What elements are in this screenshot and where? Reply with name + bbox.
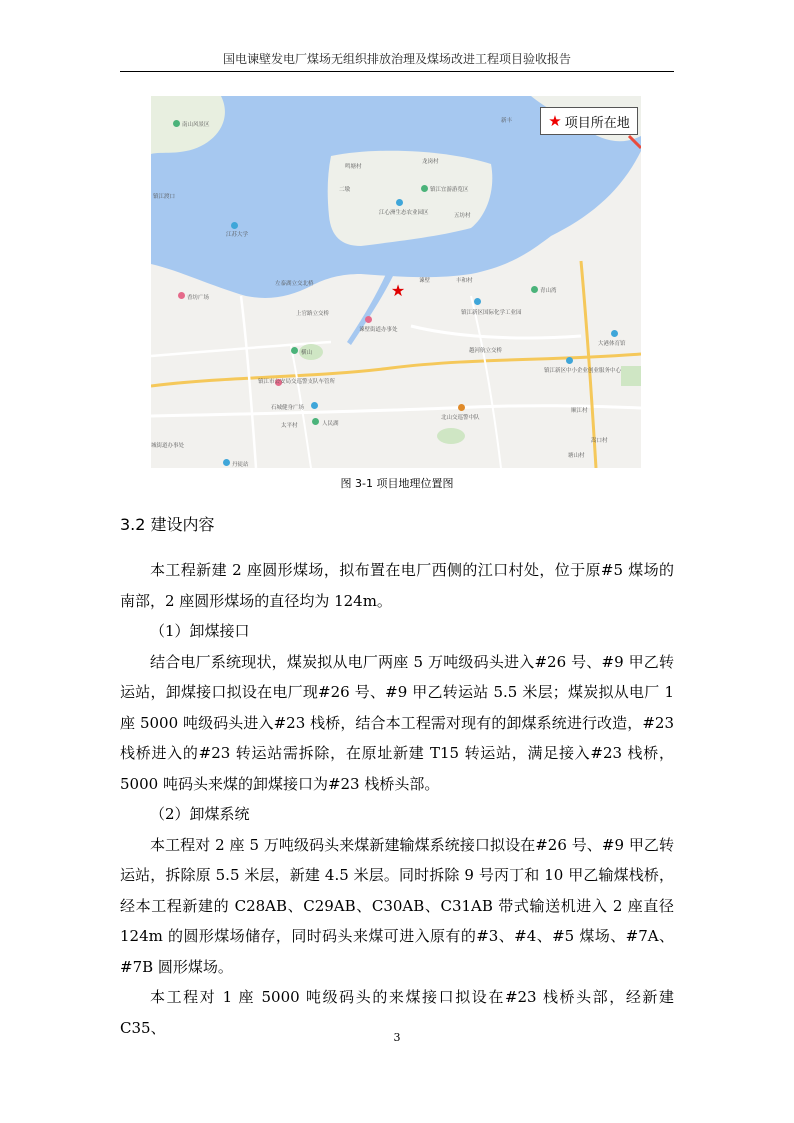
poi-icon [474,298,481,305]
body-text [120,555,674,1043]
poi-icon [311,402,318,409]
park-icon [421,185,428,192]
map-label: 丹徒站 [232,462,249,468]
poi-icon [365,316,372,323]
map-label: 人民湖 [322,421,339,427]
map-label: 镇江新区国际化学工业园 [461,310,522,316]
map-label: 嵩口村 [591,438,608,444]
park-icon [312,418,319,425]
park-icon [531,286,538,293]
map-label: 越河航立交桥 [469,348,503,354]
running-header: 国电谏壁发电厂煤场无组织排放治理及煤场改进工程项目验收报告 [222,52,571,66]
map-label: 南山风景区 [182,122,210,128]
map-label: 五坊村 [454,213,471,219]
map-label: 江苏大学 [226,232,249,238]
map-label: 青山湾 [540,288,557,294]
park-icon [291,347,298,354]
star-icon: ★ [548,112,562,130]
page-number: 3 [393,1031,401,1044]
map-label: 上官路立交桥 [296,311,330,317]
map-graphic [151,96,641,468]
poi-icon [178,292,185,299]
poi-icon [611,330,618,337]
map-label: 江心洲生态农业园区 [379,210,429,216]
poi-icon [458,404,465,411]
paragraph: 本工程对 2 座 5 万吨级码头来煤新建输煤系统接口拟设在#26 号、#9 甲乙转运站，拆除原 5.5 米层，新建 4.5 米层。同时拆除 9 号丙丁和 10 甲乙输煤栈桥，经本工程新建的 C28AB、C29AB、C30AB、C31AB 带式输送机进入 2 座直径 124m 的圆形煤场储存，同时码头来煤可进入原有的#3、#4、#5 煤场、#7A、#7B 圆形煤场。 [120,835,674,976]
map-label: 二墩 [339,187,351,193]
park-icon [173,120,180,127]
map-label: 北山交巡警中队 [441,415,480,421]
poi-icon [566,357,573,364]
station-icon [223,459,230,466]
map-label: 香坊广场 [187,295,210,301]
map-legend [540,107,638,135]
subheading-unloading-system: （2）卸煤系统 [150,805,250,823]
map-label: 镇江渡口 [153,194,176,200]
figure-caption: 图 3-1 项目地理位置图 [340,477,454,490]
map-label: 横山 [301,350,313,356]
map-label: 镇江宜游游览区 [430,187,469,193]
map-label: 大港体育馆 [598,341,626,347]
map-label: 谏壁街道办事处 [359,327,398,333]
map-label: 新丰 [501,118,513,124]
map-label: 鸣塘村 [345,164,362,170]
map-label: 塘山村 [568,453,585,459]
paragraph: 本工程新建 2 座圆形煤场，拟布置在电厂西侧的江口村处，位于原#5 煤场的南部，2 座圆形煤场的直径均为 124m。 [120,561,674,610]
map-label: 谏壁 [419,278,431,284]
section-heading: 3.2 建设内容 [120,515,215,534]
map-label: 顺江村 [571,408,588,414]
map-label: 镇江新区中小企业创业服务中心 [544,368,622,374]
poi-icon [231,222,238,229]
map-label: 太平村 [281,423,298,429]
poi-icon [396,199,403,206]
subheading-unloading-interface: （1）卸煤接口 [150,622,250,640]
project-location-star: ★ [390,281,406,300]
map-label: 城街道办事处 [151,443,185,449]
header-rule [120,71,674,72]
map-label: 丰和村 [456,278,473,284]
map-label: 镇江市公安局交巡警支队车管所 [258,379,336,385]
paragraph: 结合电厂系统现状，煤炭拟从电厂两座 5 万吨级码头进入#26 号、#9 甲乙转运站，卸煤接口拟设在电厂现#26 号、#9 甲乙转运站 5.5 米层；煤炭拟从电厂 1 座 5000 吨级码头进入#23 栈桥，结合本工程需对现有的卸煤系统进行改造，#23 栈桥进入的#23 转运站需拆除，在原址新建 T15 转运站，满足接入#23 栈桥，5000 吨码头来煤的卸煤接口为#23 栈桥头部。 [120,652,674,793]
map-label: 石城健身广场 [271,405,305,411]
legend-label: 项目所在地 [564,115,630,131]
paragraph: 本工程对 1 座 5000 吨级码头的来煤接口拟设在#23 栈桥头部，经新建 C35、 [120,988,674,1037]
map-label: 左泰湖立交北桥 [275,281,314,287]
location-map [151,96,641,468]
map-label: 龙岗村 [422,159,439,165]
